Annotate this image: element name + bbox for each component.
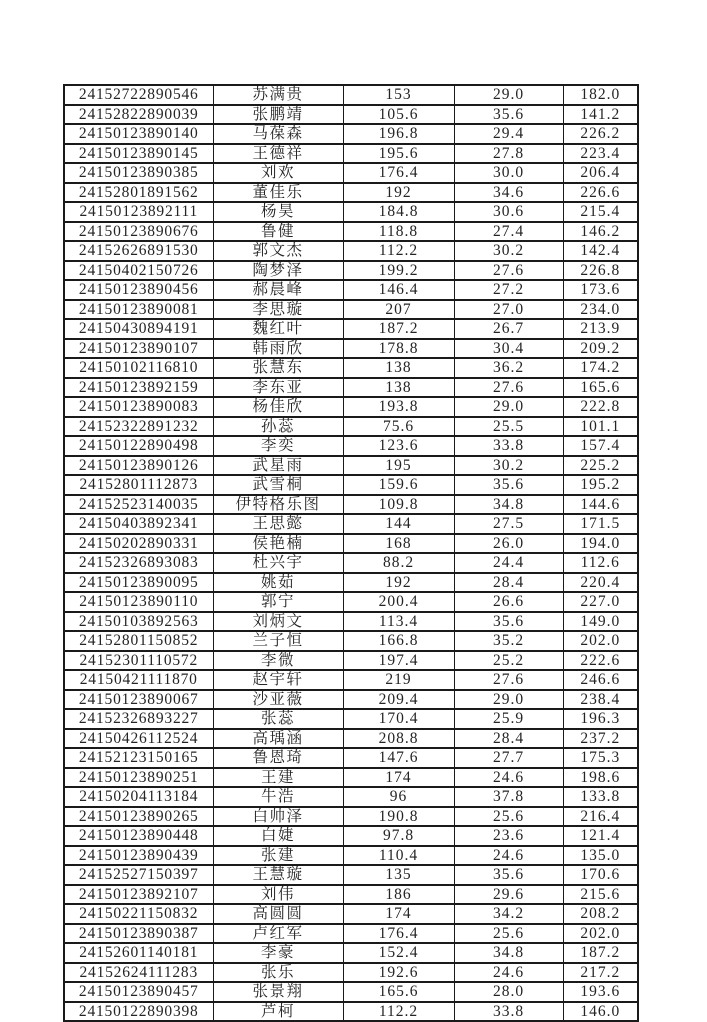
name-cell: 郭宁 [213,592,343,612]
name-cell: 沙亚薇 [213,690,343,710]
score-cell: 138 [343,378,454,398]
candidate-id-cell: 24150430894191 [64,319,213,339]
name-cell: 白帅泽 [213,807,343,827]
score-cell: 174 [343,768,454,788]
interview-score-cell: 27.0 [454,300,563,320]
score-cell: 176.4 [343,924,454,944]
table-row [64,651,638,671]
interview-score-cell: 26.7 [454,319,563,339]
total-score-cell: 165.6 [563,378,638,398]
total-score-cell: 215.4 [563,202,638,222]
name-cell: 郝晨峰 [213,280,343,300]
table-row [64,924,638,944]
table-row [64,339,638,359]
score-cell: 152.4 [343,943,454,963]
score-cell: 75.6 [343,417,454,437]
total-score-cell: 213.9 [563,319,638,339]
candidate-id-cell: 24152527150397 [64,865,213,885]
interview-score-cell: 36.2 [454,358,563,378]
table-row [64,787,638,807]
name-cell: 姚茹 [213,573,343,593]
total-score-cell: 193.6 [563,982,638,1002]
score-cell: 123.6 [343,436,454,456]
candidate-id-cell: 24150426112524 [64,729,213,749]
interview-score-cell: 24.6 [454,768,563,788]
table-row [64,85,638,105]
interview-score-cell: 25.2 [454,651,563,671]
interview-score-cell: 27.6 [454,261,563,281]
candidate-id-cell: 24152722890546 [64,85,213,105]
candidate-id-cell: 24152801891562 [64,183,213,203]
table-row [64,729,638,749]
total-score-cell: 238.4 [563,690,638,710]
name-cell: 高圆圆 [213,904,343,924]
name-cell: 张蕊 [213,709,343,729]
interview-score-cell: 30.4 [454,339,563,359]
name-cell: 张景翔 [213,982,343,1002]
candidate-id-cell: 24150123890095 [64,573,213,593]
interview-score-cell: 34.2 [454,904,563,924]
score-cell: 200.4 [343,592,454,612]
table-row [64,397,638,417]
name-cell: 李豪 [213,943,343,963]
interview-score-cell: 29.0 [454,85,563,105]
table-row [64,904,638,924]
total-score-cell: 144.6 [563,495,638,515]
total-score-cell: 149.0 [563,612,638,632]
score-cell: 166.8 [343,631,454,651]
table-row [64,612,638,632]
name-cell: 张乐 [213,963,343,983]
score-cell: 153 [343,85,454,105]
total-score-cell: 171.5 [563,514,638,534]
interview-score-cell: 27.2 [454,280,563,300]
candidate-id-cell: 24150102116810 [64,358,213,378]
candidate-id-cell: 24150123892159 [64,378,213,398]
score-cell: 168 [343,534,454,554]
interview-score-cell: 35.6 [454,105,563,125]
candidate-id-cell: 24150123890107 [64,339,213,359]
candidate-id-cell: 24150204113184 [64,787,213,807]
name-cell: 芦柯 [213,1002,343,1022]
interview-score-cell: 34.8 [454,495,563,515]
interview-score-cell: 29.4 [454,124,563,144]
name-cell: 张鹏靖 [213,105,343,125]
total-score-cell: 223.4 [563,144,638,164]
candidate-id-cell: 24152626891530 [64,241,213,261]
total-score-cell: 112.6 [563,553,638,573]
candidate-id-cell: 24150221150832 [64,904,213,924]
score-cell: 118.8 [343,222,454,242]
total-score-cell: 182.0 [563,85,638,105]
interview-score-cell: 27.8 [454,144,563,164]
table-row [64,261,638,281]
table-row [64,183,638,203]
interview-score-cell: 35.2 [454,631,563,651]
table-row [64,436,638,456]
candidate-id-cell: 24152326893083 [64,553,213,573]
score-cell: 109.8 [343,495,454,515]
score-cell: 147.6 [343,748,454,768]
candidate-id-cell: 24150123890456 [64,280,213,300]
table-row [64,982,638,1002]
total-score-cell: 146.0 [563,1002,638,1022]
candidate-id-cell: 24150123890448 [64,826,213,846]
candidate-id-cell: 24152801112873 [64,475,213,495]
name-cell: 杨昊 [213,202,343,222]
total-score-cell: 135.0 [563,846,638,866]
interview-score-cell: 29.0 [454,690,563,710]
candidate-id-cell: 24150123890067 [64,690,213,710]
total-score-cell: 202.0 [563,631,638,651]
score-cell: 159.6 [343,475,454,495]
candidate-id-cell: 24150123890676 [64,222,213,242]
table-row [64,280,638,300]
name-cell: 牛浩 [213,787,343,807]
score-cell: 113.4 [343,612,454,632]
table-row [64,573,638,593]
total-score-cell: 227.0 [563,592,638,612]
total-score-cell: 220.4 [563,573,638,593]
interview-score-cell: 27.6 [454,378,563,398]
candidate-id-cell: 24152624111283 [64,963,213,983]
table-row [64,807,638,827]
total-score-cell: 121.4 [563,826,638,846]
total-score-cell: 246.6 [563,670,638,690]
score-cell: 138 [343,358,454,378]
total-score-cell: 175.3 [563,748,638,768]
table-row [64,826,638,846]
candidate-id-cell: 24150123890457 [64,982,213,1002]
interview-score-cell: 27.7 [454,748,563,768]
candidate-id-cell: 24152301110572 [64,651,213,671]
name-cell: 卢红军 [213,924,343,944]
total-score-cell: 187.2 [563,943,638,963]
interview-score-cell: 30.0 [454,163,563,183]
interview-score-cell: 35.6 [454,612,563,632]
candidate-id-cell: 24150122890398 [64,1002,213,1022]
candidate-id-cell: 24150123890145 [64,144,213,164]
interview-score-cell: 25.9 [454,709,563,729]
interview-score-cell: 28.4 [454,729,563,749]
table-row [64,1002,638,1022]
name-cell: 武雪桐 [213,475,343,495]
table-row [64,768,638,788]
total-score-cell: 209.2 [563,339,638,359]
score-cell: 207 [343,300,454,320]
total-score-cell: 174.2 [563,358,638,378]
total-score-cell: 142.4 [563,241,638,261]
table-row [64,631,638,651]
candidate-id-cell: 24152326893227 [64,709,213,729]
interview-score-cell: 25.6 [454,807,563,827]
table-row [64,378,638,398]
score-cell: 195 [343,456,454,476]
candidate-id-cell: 24150123890387 [64,924,213,944]
total-score-cell: 194.0 [563,534,638,554]
score-cell: 192.6 [343,963,454,983]
name-cell: 张慧东 [213,358,343,378]
score-cell: 196.8 [343,124,454,144]
name-cell: 鲁健 [213,222,343,242]
table-row [64,319,638,339]
total-score-cell: 198.6 [563,768,638,788]
interview-score-cell: 27.5 [454,514,563,534]
table-row [64,592,638,612]
table-row [64,865,638,885]
score-cell: 112.2 [343,241,454,261]
candidate-id-cell: 24150123892111 [64,202,213,222]
total-score-cell: 237.2 [563,729,638,749]
name-cell: 李思璇 [213,300,343,320]
table-row [64,456,638,476]
total-score-cell: 170.6 [563,865,638,885]
candidate-id-cell: 24152601140181 [64,943,213,963]
score-cell: 105.6 [343,105,454,125]
interview-score-cell: 28.0 [454,982,563,1002]
candidate-id-cell: 24150123890385 [64,163,213,183]
name-cell: 伊特格乐图 [213,495,343,515]
interview-score-cell: 33.8 [454,1002,563,1022]
score-table [63,84,639,1022]
name-cell: 王建 [213,768,343,788]
table-row [64,417,638,437]
interview-score-cell: 25.6 [454,924,563,944]
total-score-cell: 173.6 [563,280,638,300]
candidate-id-cell: 24150122890498 [64,436,213,456]
table-row [64,748,638,768]
score-cell: 192 [343,183,454,203]
name-cell: 韩雨欣 [213,339,343,359]
name-cell: 赵宇轩 [213,670,343,690]
interview-score-cell: 33.8 [454,436,563,456]
name-cell: 魏红叶 [213,319,343,339]
table-row [64,963,638,983]
total-score-cell: 226.6 [563,183,638,203]
name-cell: 王思懿 [213,514,343,534]
score-cell: 88.2 [343,553,454,573]
interview-score-cell: 35.6 [454,475,563,495]
total-score-cell: 202.0 [563,924,638,944]
score-cell: 208.8 [343,729,454,749]
table-row [64,553,638,573]
candidate-id-cell: 24150202890331 [64,534,213,554]
score-table-body [64,85,638,1021]
interview-score-cell: 30.2 [454,456,563,476]
table-row [64,709,638,729]
interview-score-cell: 24.6 [454,963,563,983]
total-score-cell: 222.8 [563,397,638,417]
interview-score-cell: 26.6 [454,592,563,612]
score-cell: 97.8 [343,826,454,846]
name-cell: 高瑀涵 [213,729,343,749]
interview-score-cell: 23.6 [454,826,563,846]
table-row [64,144,638,164]
candidate-id-cell: 24150123892107 [64,885,213,905]
candidate-id-cell: 24150103892563 [64,612,213,632]
candidate-id-cell: 24152322891232 [64,417,213,437]
score-cell: 144 [343,514,454,534]
candidate-id-cell: 24150123890439 [64,846,213,866]
interview-score-cell: 28.4 [454,573,563,593]
candidate-id-cell: 24152123150165 [64,748,213,768]
score-cell: 170.4 [343,709,454,729]
score-cell: 112.2 [343,1002,454,1022]
name-cell: 刘欢 [213,163,343,183]
total-score-cell: 133.8 [563,787,638,807]
candidate-id-cell: 24150123890110 [64,592,213,612]
table-row [64,358,638,378]
name-cell: 刘炳文 [213,612,343,632]
total-score-cell: 208.2 [563,904,638,924]
total-score-cell: 195.2 [563,475,638,495]
score-cell: 219 [343,670,454,690]
name-cell: 王慧璇 [213,865,343,885]
name-cell: 郭文杰 [213,241,343,261]
total-score-cell: 206.4 [563,163,638,183]
table-row [64,475,638,495]
name-cell: 马葆森 [213,124,343,144]
interview-score-cell: 37.8 [454,787,563,807]
name-cell: 白婕 [213,826,343,846]
score-cell: 146.4 [343,280,454,300]
score-cell: 184.8 [343,202,454,222]
score-cell: 174 [343,904,454,924]
name-cell: 李奕 [213,436,343,456]
interview-score-cell: 30.2 [454,241,563,261]
score-cell: 193.8 [343,397,454,417]
table-row [64,124,638,144]
score-cell: 165.6 [343,982,454,1002]
total-score-cell: 101.1 [563,417,638,437]
name-cell: 刘伟 [213,885,343,905]
total-score-cell: 225.2 [563,456,638,476]
interview-score-cell: 27.4 [454,222,563,242]
interview-score-cell: 26.0 [454,534,563,554]
name-cell: 杨佳欣 [213,397,343,417]
total-score-cell: 222.6 [563,651,638,671]
interview-score-cell: 24.4 [454,553,563,573]
candidate-id-cell: 24150123890140 [64,124,213,144]
interview-score-cell: 30.6 [454,202,563,222]
table-row [64,885,638,905]
score-cell: 195.6 [343,144,454,164]
total-score-cell: 226.8 [563,261,638,281]
table-row [64,163,638,183]
total-score-cell: 146.2 [563,222,638,242]
name-cell: 鲁恩琦 [213,748,343,768]
candidate-id-cell: 24150421111870 [64,670,213,690]
candidate-id-cell: 24150123890251 [64,768,213,788]
candidate-id-cell: 24150402150726 [64,261,213,281]
interview-score-cell: 34.6 [454,183,563,203]
table-row [64,514,638,534]
score-cell: 190.8 [343,807,454,827]
interview-score-cell: 24.6 [454,846,563,866]
name-cell: 杜兴宇 [213,553,343,573]
candidate-id-cell: 24152801150852 [64,631,213,651]
name-cell: 武星雨 [213,456,343,476]
table-row [64,300,638,320]
table-row [64,105,638,125]
name-cell: 陶梦泽 [213,261,343,281]
score-cell: 186 [343,885,454,905]
table-row [64,534,638,554]
candidate-id-cell: 24150123890081 [64,300,213,320]
table-row [64,943,638,963]
candidate-id-cell: 24150123890083 [64,397,213,417]
score-cell: 199.2 [343,261,454,281]
score-cell: 135 [343,865,454,885]
interview-score-cell: 29.6 [454,885,563,905]
interview-score-cell: 29.0 [454,397,563,417]
table-row [64,202,638,222]
name-cell: 侯艳楠 [213,534,343,554]
total-score-cell: 226.2 [563,124,638,144]
total-score-cell: 215.6 [563,885,638,905]
total-score-cell: 141.2 [563,105,638,125]
score-cell: 197.4 [343,651,454,671]
table-row [64,241,638,261]
interview-score-cell: 35.6 [454,865,563,885]
score-cell: 110.4 [343,846,454,866]
score-cell: 96 [343,787,454,807]
table-row [64,846,638,866]
interview-score-cell: 27.6 [454,670,563,690]
name-cell: 兰子恒 [213,631,343,651]
score-cell: 178.8 [343,339,454,359]
name-cell: 李东亚 [213,378,343,398]
score-cell: 187.2 [343,319,454,339]
score-cell: 176.4 [343,163,454,183]
name-cell: 李微 [213,651,343,671]
name-cell: 孙蕊 [213,417,343,437]
candidate-id-cell: 24152822890039 [64,105,213,125]
name-cell: 王德祥 [213,144,343,164]
score-cell: 209.4 [343,690,454,710]
total-score-cell: 217.2 [563,963,638,983]
candidate-id-cell: 24150403892341 [64,514,213,534]
total-score-cell: 196.3 [563,709,638,729]
name-cell: 苏满贵 [213,85,343,105]
total-score-cell: 216.4 [563,807,638,827]
interview-score-cell: 34.8 [454,943,563,963]
table-row [64,690,638,710]
candidate-id-cell: 24150123890265 [64,807,213,827]
candidate-id-cell: 24150123890126 [64,456,213,476]
table-row [64,222,638,242]
name-cell: 张建 [213,846,343,866]
table-row [64,495,638,515]
candidate-id-cell: 24152523140035 [64,495,213,515]
table-row [64,670,638,690]
score-cell: 192 [343,573,454,593]
total-score-cell: 234.0 [563,300,638,320]
total-score-cell: 157.4 [563,436,638,456]
interview-score-cell: 25.5 [454,417,563,437]
name-cell: 董佳乐 [213,183,343,203]
